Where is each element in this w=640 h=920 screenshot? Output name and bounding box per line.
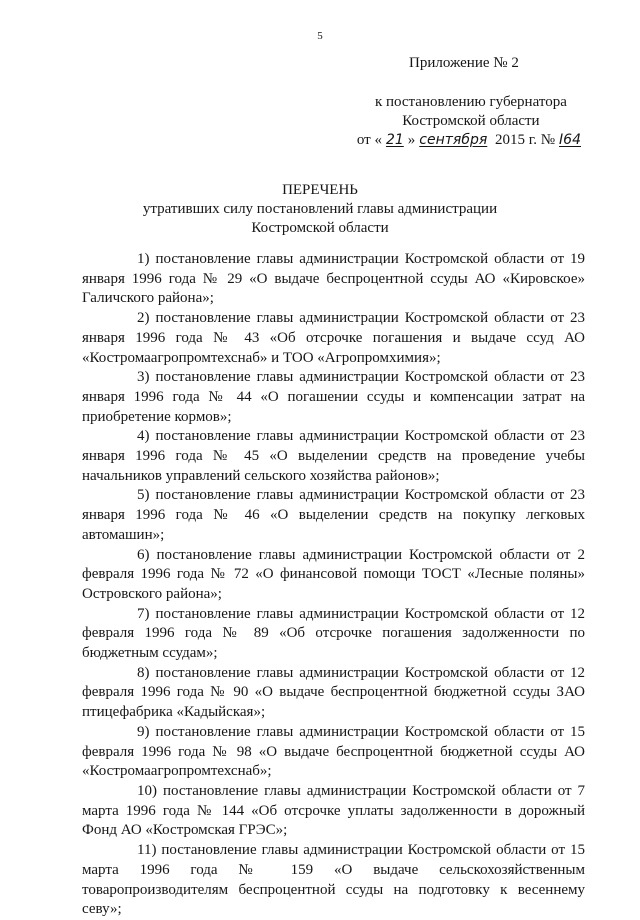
list-item: 4) постановление главы администрации Костромской области от 23 января 1996 года № 45 «О выделении средств на проведение учебы начальников управлений сельского хозяйства районов»; <box>82 428 585 484</box>
list-item: 6) постановление главы администрации Костромской области от 2 февраля 1996 года № 72 «О финансовой помощи ТОСТ «Лесные поляны» Островского района»; <box>82 546 585 602</box>
list-item: 3) постановление главы администрации Костромской области от 23 января 1996 года № 44 «О погашении ссуды и компенсации затрат на приобретение кормов»; <box>82 369 585 425</box>
list-item: 8) постановление главы администрации Костромской области от 12 февраля 1996 года № 90 «О выдаче беспроцентной бюджетной ссуды ЗАО птицефабрика «Кадыйская»; <box>82 664 585 721</box>
list-item: 9) постановление главы администрации Костромской области от 15 февраля 1996 года № 98 «О выдаче беспроцентной бюджетной ссуды АО «Костромаагропромтехснаб»; <box>82 723 585 780</box>
handwritten-number: I64 <box>559 132 581 148</box>
list-item: 5) постановление главы администрации Костромской области от 23 января 1996 года № 46 «О выделении средств на покупку легковых автомашин»; <box>82 487 585 543</box>
list-item: 1) постановление главы администрации Костромской области от 19 января 1996 года № 29 «О выдаче беспроцентной ссуды АО «Кировское» Галичского района»; <box>82 251 585 307</box>
list-item: 11) постановление главы администрации Костромской области от 15 марта 1996 года № 159 «О выдаче сельскохозяйственным товаропроизводителям беспроцентной ссуды на подготовку к весеннему севу»; <box>82 842 585 918</box>
list-item: 10) постановление главы администрации Костромской области от 7 марта 1996 года № 144 «Об отсрочке уплаты задолженности в дорожный Фонд АО «Костромская ГРЭС»; <box>82 782 585 839</box>
list-item: 7) постановление главы администрации Костромской области от 12 февраля 1996 года № 89 «Об отсрочке погашения задолженности по бюджетным ссудам»; <box>82 605 585 662</box>
title-heading: ПЕРЕЧЕНЬ <box>282 182 358 198</box>
annex-label: Приложение № 2 <box>409 55 519 71</box>
handwritten-month: сентября <box>419 132 488 148</box>
list-item: 2) постановление главы администрации Костромской области от 23 января 1996 года № 43 «Об отсрочке погашения и выдаче ссуд АО «Костромаагропромтехснаб» и ТОО «Агропромхимия»; <box>82 310 585 366</box>
page-number: 5 <box>317 30 323 42</box>
title-line: утративших силу постановлений главы администрации <box>142 201 498 217</box>
annex-line: Костромской области <box>402 113 540 129</box>
year-text: 2015 г. № <box>495 132 556 148</box>
document-title <box>80 181 560 238</box>
annex-date-line <box>357 131 585 150</box>
date-mid: » <box>407 132 416 148</box>
date-prefix: от « <box>356 132 382 148</box>
title-line: Костромской области <box>251 220 389 236</box>
annex-block <box>357 93 585 150</box>
handwritten-day: 21 <box>385 132 404 148</box>
annex-line: к постановлению губернатора <box>374 94 567 110</box>
resolutions-list <box>82 250 585 920</box>
